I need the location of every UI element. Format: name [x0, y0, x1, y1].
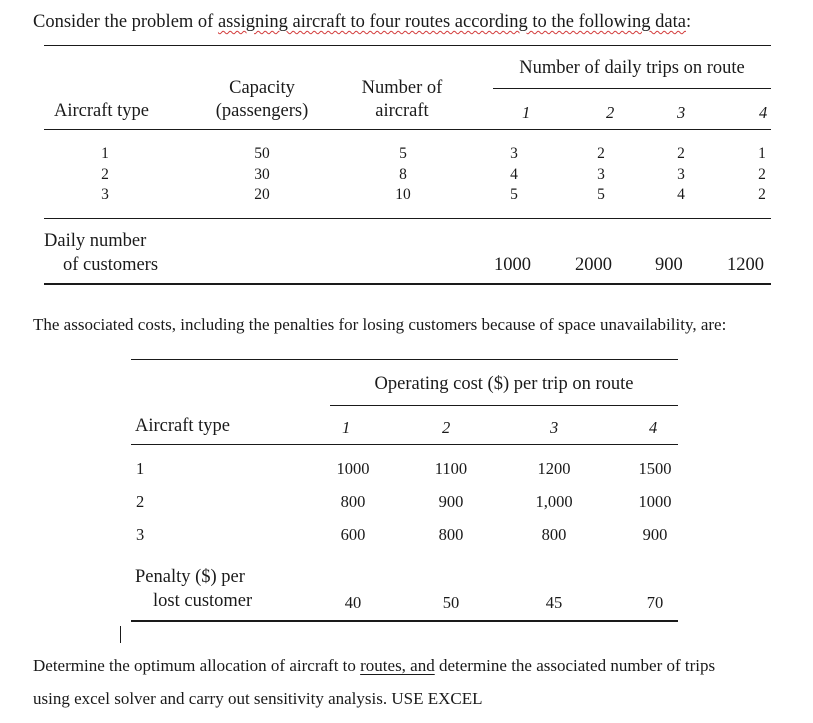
closing-after: determine the associated number of trips: [434, 656, 716, 675]
intro-squiggled: assigning aircraft to four routes according to the following data: [217, 12, 686, 32]
table2-route-header-2: 2: [442, 418, 451, 437]
cost-row-type: 1: [136, 459, 145, 478]
operating-cost-rule: [330, 405, 678, 406]
customers-route3: 900: [655, 255, 683, 275]
penalty-cell: 45: [545, 593, 563, 612]
closing-line1: [33, 656, 715, 676]
number-of-aircraft-column: 5 8 10: [395, 145, 411, 203]
cost-cell: 800: [541, 525, 567, 544]
cost-cell: 1,000: [535, 492, 573, 511]
customers-label-line2: of customers: [63, 255, 159, 275]
penalty-cell: 50: [442, 593, 460, 612]
cost-cell: 800: [340, 492, 366, 511]
costs-intro: The associated costs, including the penalties for losing customers because of space unavailability, are:: [33, 315, 727, 334]
route4-trips-column: 1 2 2: [758, 145, 766, 203]
cost-row-type: 3: [136, 525, 145, 544]
customers-route2: 2000: [575, 255, 612, 275]
route1-trips-column: 3 4 5: [510, 145, 518, 203]
capacity-header-line1: Capacity: [229, 78, 295, 98]
table1-top-rule: [44, 45, 771, 46]
table2-top-rule: [131, 359, 678, 360]
penalty-label-line1: Penalty ($) per: [135, 567, 245, 587]
route-header-3: 3: [677, 103, 686, 122]
penalty-label-line2: lost customer: [153, 591, 253, 611]
table2-header-rule: [131, 444, 678, 445]
trips-group-rule: [493, 88, 771, 89]
customers-route1: 1000: [494, 255, 531, 275]
table2-aircraft-type-header: Aircraft type: [135, 416, 231, 436]
cost-cell: 900: [438, 492, 464, 511]
route-header-2: 2: [606, 103, 615, 122]
table1-body-rule: [44, 218, 771, 219]
table1-bottom-rule: [44, 283, 771, 285]
route-header-1: 1: [522, 103, 531, 122]
table2-bottom-rule: [131, 620, 678, 622]
capacity-header-line2: (passengers): [215, 101, 309, 121]
cost-cell: 800: [438, 525, 464, 544]
intro-text: [33, 12, 691, 33]
cost-cell: 900: [642, 525, 668, 544]
closing-underlined: routes, and: [360, 656, 435, 675]
table2-route-header-3: 3: [550, 418, 559, 437]
closing-line2: using excel solver and carry out sensitivity analysis. USE EXCEL: [33, 689, 483, 708]
text-cursor: [120, 626, 121, 643]
cost-cell: 1000: [638, 492, 672, 511]
route2-trips-column: 2 3 5: [597, 145, 605, 203]
route-header-4: 4: [759, 103, 768, 122]
customers-route4: 1200: [727, 255, 764, 275]
closing-before: Determine the optimum allocation of aircraft to: [33, 656, 361, 675]
table2-route-header-4: 4: [649, 418, 658, 437]
aircraft-type-column: 1 2 3: [101, 145, 109, 203]
penalty-cell: 40: [344, 593, 362, 612]
cost-cell: 600: [340, 525, 366, 544]
cost-cell: 1000: [336, 459, 370, 478]
cost-row-type: 2: [136, 492, 145, 511]
trips-group-header: Number of daily trips on route: [519, 58, 745, 78]
cost-cell: 1100: [434, 459, 468, 478]
penalty-cell: 70: [646, 593, 664, 612]
operating-cost-header: Operating cost ($) per trip on route: [374, 374, 634, 394]
intro-before: Consider the problem of: [33, 12, 218, 32]
intro-after: :: [685, 12, 692, 32]
table2-route-header-1: 1: [342, 418, 351, 437]
customers-label-line1: Daily number: [44, 231, 147, 251]
number-header-line2: aircraft: [375, 101, 429, 121]
route3-trips-column: 2 3 4: [677, 145, 685, 203]
cost-cell: 1500: [638, 459, 672, 478]
capacity-column: 50 30 20: [254, 145, 270, 203]
aircraft-type-header: Aircraft type: [54, 101, 150, 121]
cost-cell: 1200: [537, 459, 571, 478]
table1-header-rule: [44, 129, 771, 130]
number-header-line1: Number of: [361, 78, 443, 98]
